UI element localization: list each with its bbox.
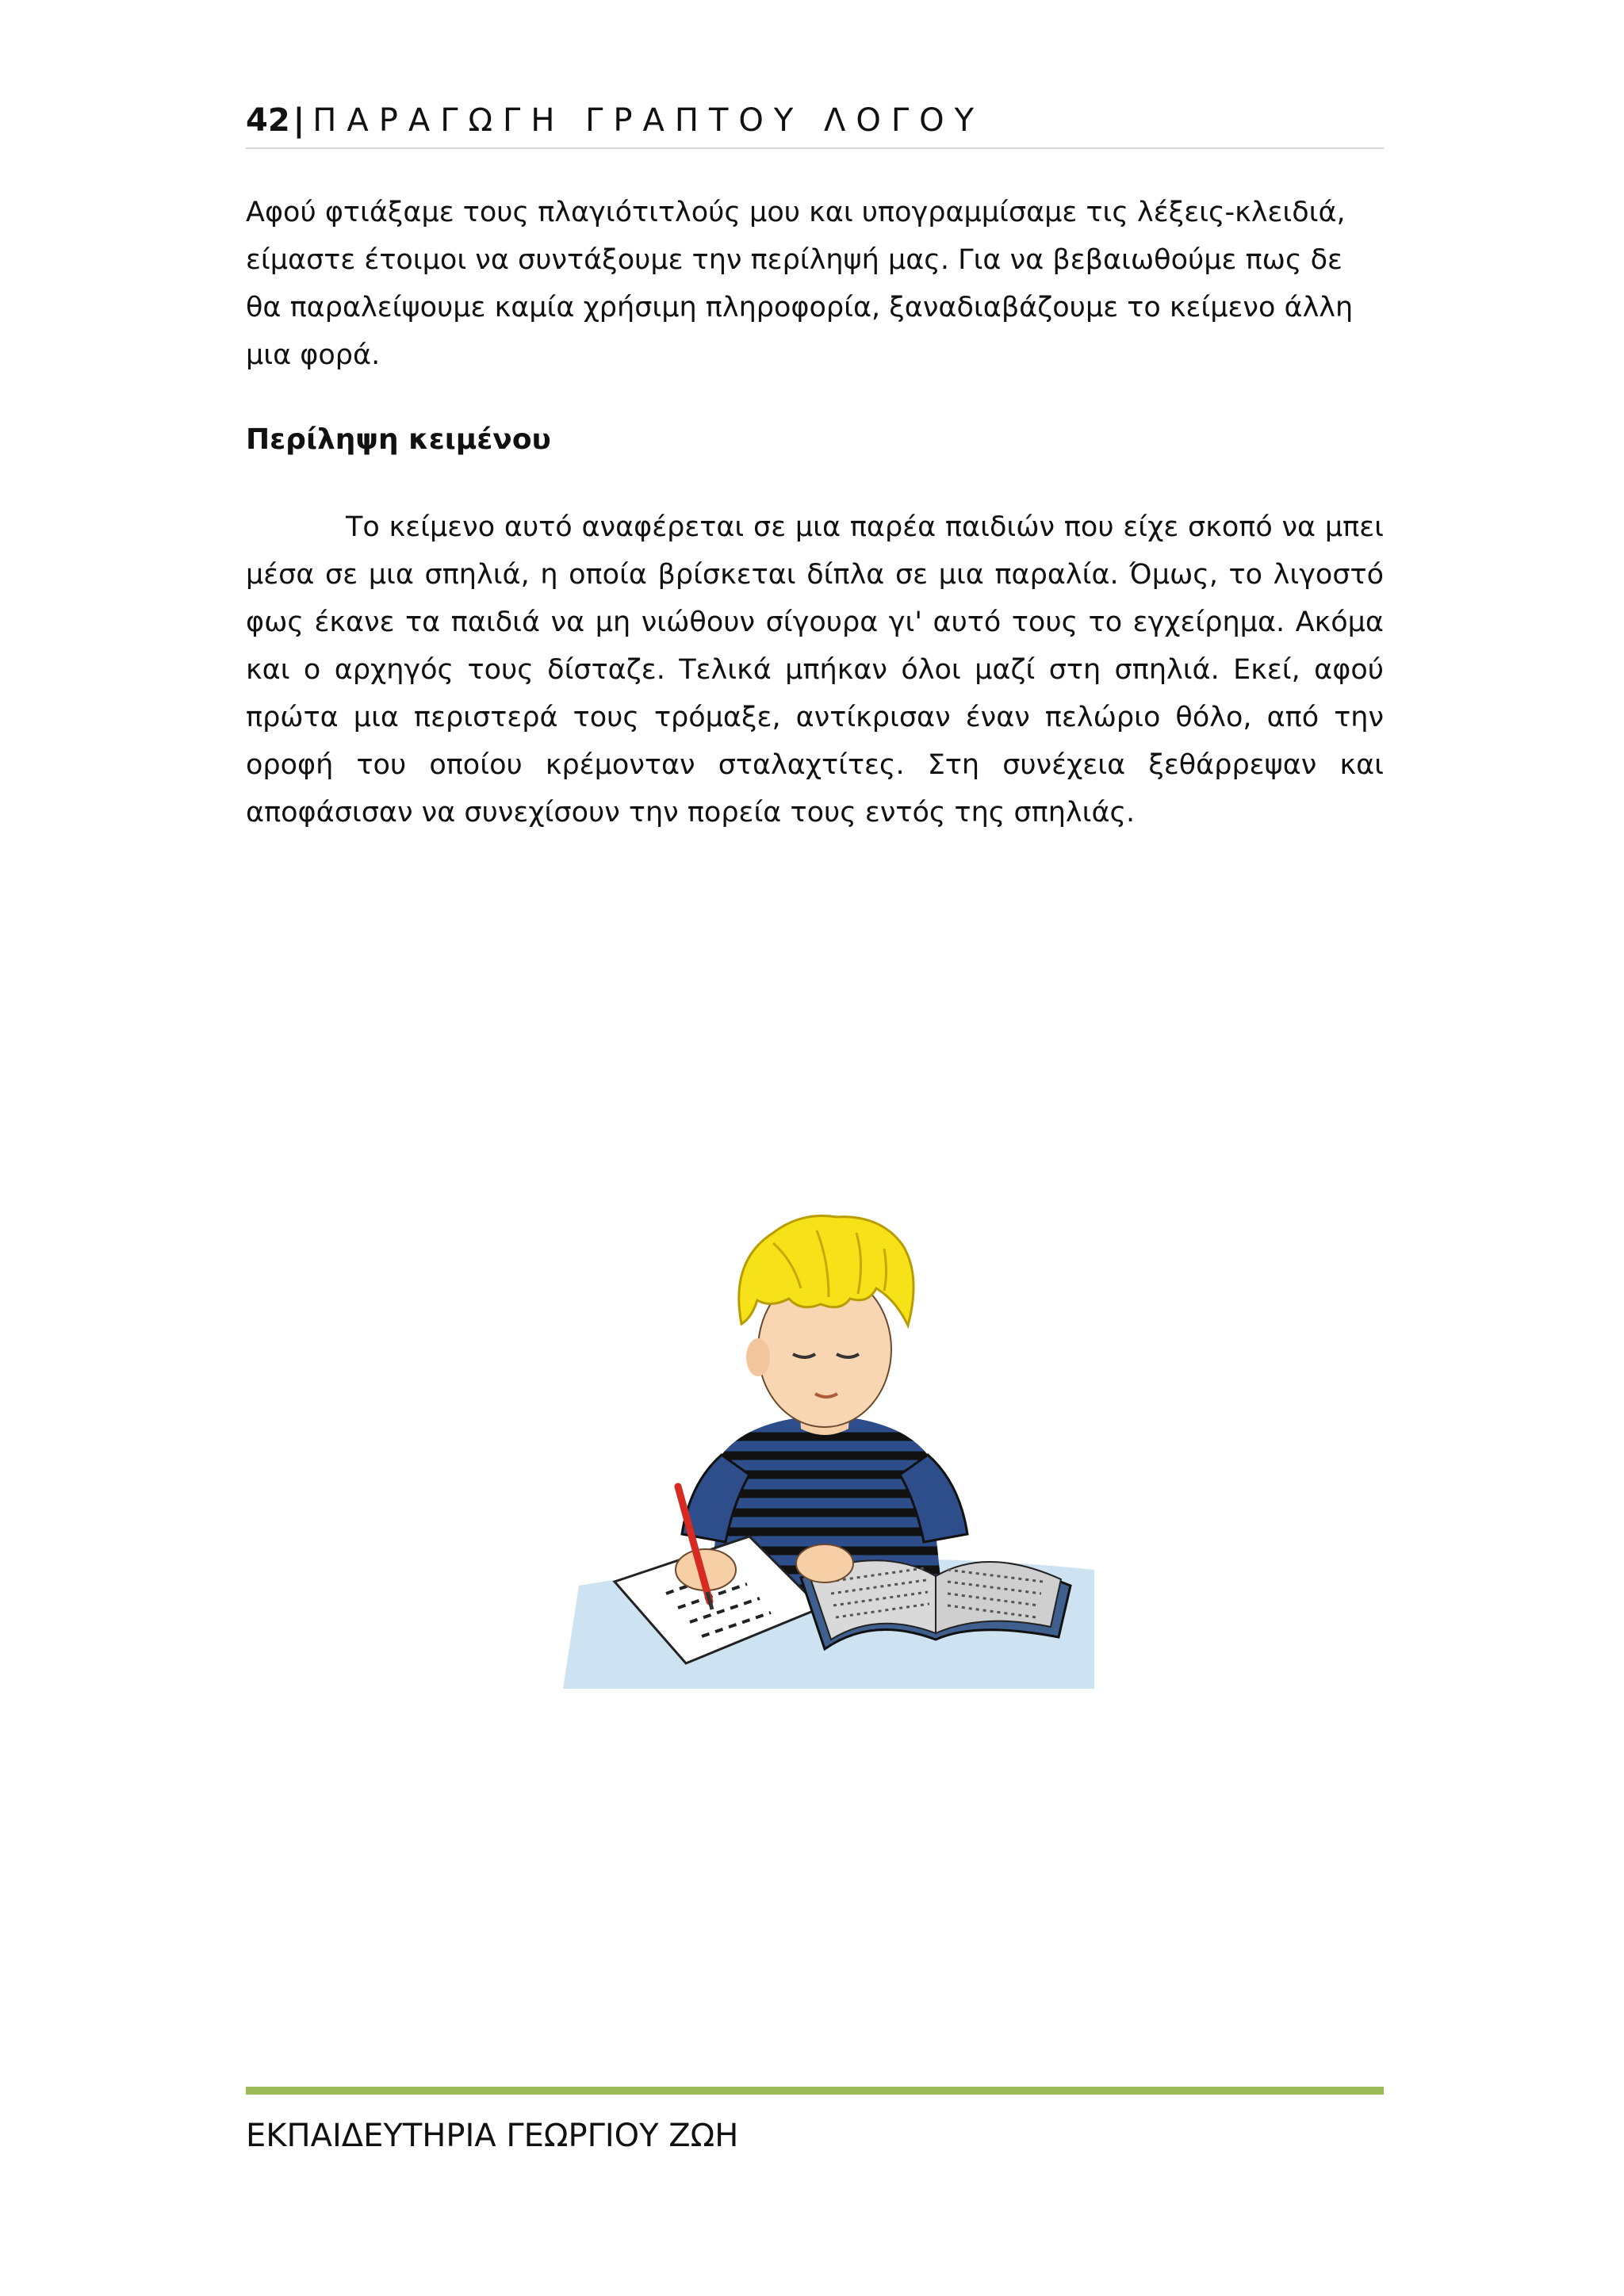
intro-paragraph: Αφού φτιάξαμε τους πλαγιότιτλούς μου και υπογραμμίσαμε τις λέξεις-κλειδιά, είμαστε έτοιμοι να συντάξουμε την περίληψή μας. Για να βεβαιωθούμε πως δε θα παραλείψουμε καμία χρήσιμη πληροφορία, ξαναδιαβάζουμε το κείμενο άλλη μια φορά. — [246, 197, 1354, 371]
footer-rule — [246, 2087, 1384, 2095]
chapter-title: ΠΑΡΑΓΩΓΗ ΓΡΑΠΤΟΥ ΛΟΓΟΥ — [312, 102, 985, 139]
boy-writing-illustration — [563, 1142, 1102, 1697]
header-separator: | — [293, 102, 305, 139]
footer-text: ΕΚΠΑΙΔΕΥΤΗΡΙΑ ΓΕΩΡΓΙΟΥ ΖΩΗ — [246, 2118, 739, 2154]
summary-paragraph: Το κείμενο αυτό αναφέρεται σε μια παρέα παιδιών που είχε σκοπό να μπει μέσα σε μια σπηλιά, η οποία βρίσκεται δίπλα σε μια παραλία. Όμως, το λιγοστό φως έκανε τα παιδιά να μη νιώθουν σίγουρα γι' αυτό τους το εγχείρημα. Ακόμα και ο αρχηγός τους δίσταζε. Τελικά μπήκαν όλοι μαζί στη σπηλιά. Εκεί, αφού πρώτα μια περιστερά τους τρόμαξε, αντίκρισαν έναν πελώριο θόλο, από την οροφή του οποίου κρέμονταν σταλαχτίτες. Στη συνέχεια ξεθάρρεψαν και αποφάσισαν να συνεχίσουν την πορεία τους εντός της σπηλιάς. — [246, 511, 1384, 828]
header-line — [246, 101, 984, 140]
page-number: 42 — [246, 102, 290, 139]
page-header — [246, 97, 1384, 149]
summary-heading: Περίληψη κειμένου — [246, 423, 551, 456]
